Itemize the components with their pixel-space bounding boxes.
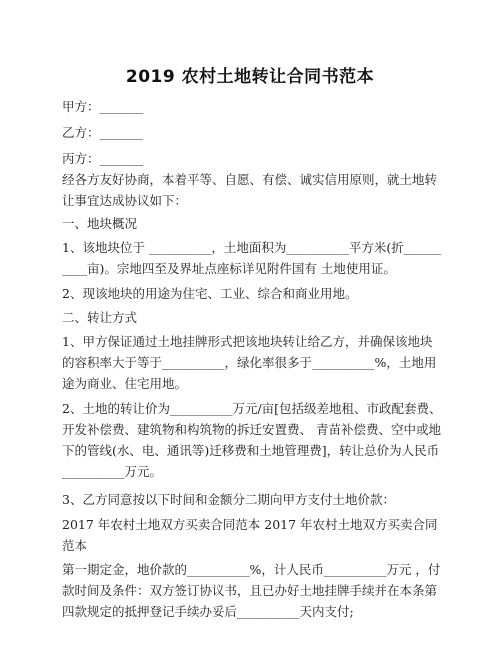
intro-paragraph: 经各方友好协商，本着平等、自愿、有偿、诚实信用原则，就土地转让事宜达成协议如下： bbox=[62, 172, 438, 208]
section-heading-transfer: 二、转让方式 bbox=[62, 310, 138, 325]
party-b-line: 乙方：_______ bbox=[62, 125, 144, 140]
section-heading-plot: 一、地块概况 bbox=[62, 216, 138, 231]
repeated-title-line: 2017 年农村土地双方买卖合同范本 2017 年农村土地双方买卖合同范本 bbox=[62, 517, 438, 553]
party-a-line: 甲方：_______ bbox=[62, 99, 144, 114]
transfer-item-2: 2、土地的转让价为__________万元/亩[包括级差地租、市政配套费、开发补偿费、建筑物和构筑物的拆迁安置费、 青苗补偿费、空中或地下的管线(水、电、通讯等)迁移费和土地管理费]，转让总价为人民币__________万元。 bbox=[62, 401, 442, 479]
plot-item-2: 2、现该地块的用途为住宅、工业、综合和商业用地。 bbox=[62, 286, 358, 301]
party-c-line: 丙方：_______ bbox=[62, 151, 144, 166]
page-title: 2019 农村土地转让合同书范本 bbox=[125, 67, 375, 87]
plot-item-1: 1、该地块位于 __________，土地面积为__________平方米(折__________亩)。宗地四至及界址点座标详见附件国有 土地使用证。 bbox=[62, 240, 442, 276]
payment-phase-1: 第一期定金，地价款的__________%，计人民币__________万元 ，付款时间及条件：双方签订协议书，且已办好土地挂牌手续并在本条第四款规定的抵押登记手续办妥后__________天内支付; bbox=[62, 562, 441, 619]
transfer-item-1: 1、甲方保证通过土地挂牌形式把该地块转让给乙方，并确保该地块的容积率大于等于__________，绿化率很多于__________%，土地用途为商业、住宅用地。 bbox=[62, 334, 437, 391]
transfer-item-3: 3、乙方同意按以下时间和金额分二期向甲方支付土地价款： bbox=[62, 492, 395, 507]
